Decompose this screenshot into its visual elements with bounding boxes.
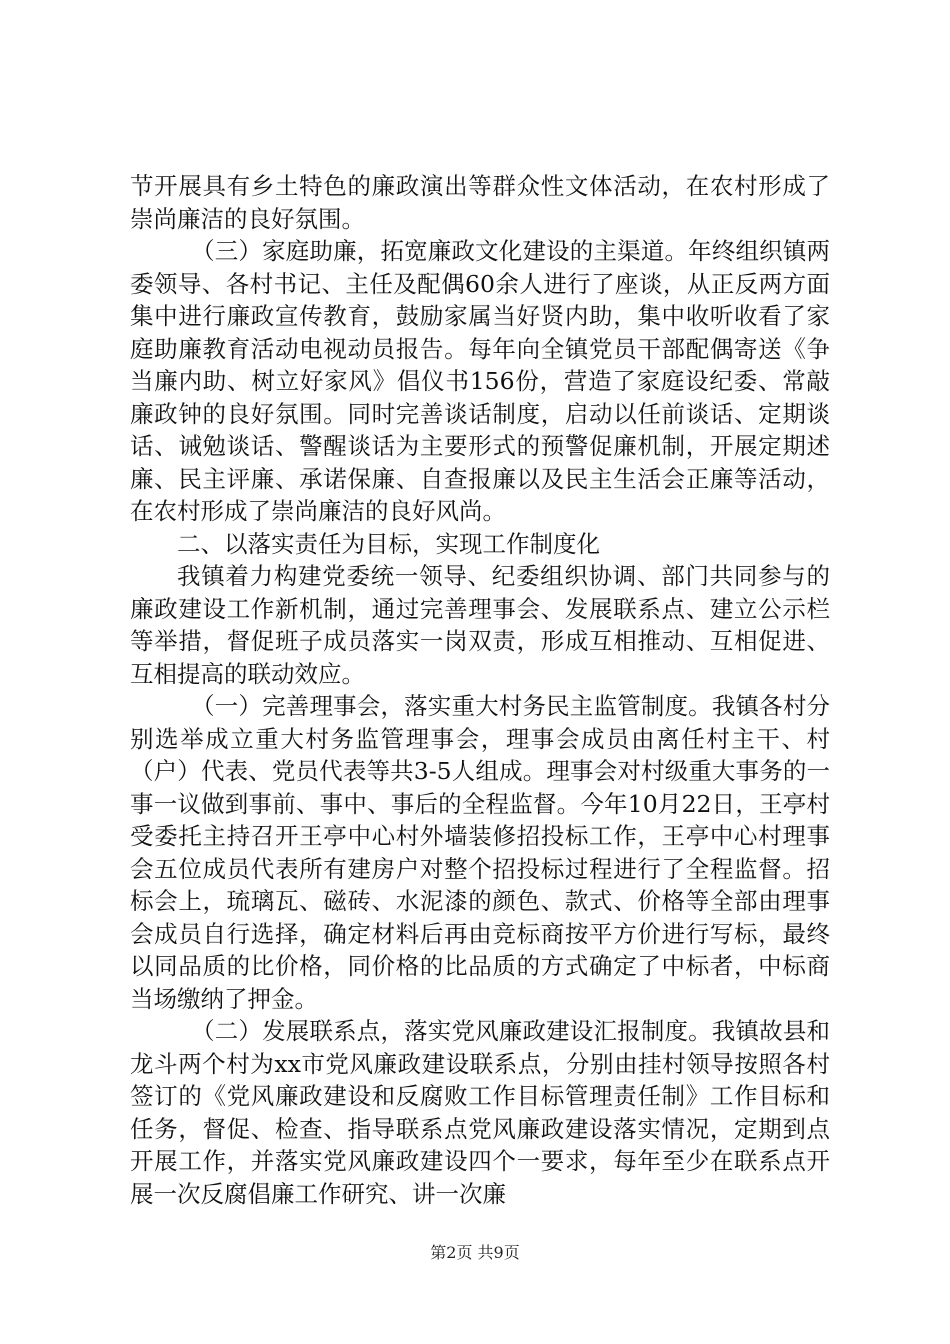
paragraph-mechanism: 我镇着力构建党委统一领导、纪委组织协调、部门共同参与的廉政建设工作新机制，通过完善理事会、发展联系点、建立公示栏等举措，督促班子成员落实一岗双责，形成互相推动、互相促进、互相提高的联动效应。 bbox=[130, 562, 830, 688]
paragraph-contact-points: （二）发展联系点，落实党风廉政建设汇报制度。我镇故县和龙斗两个村为xx市党风廉政建设联系点，分别由挂村领导按照各村签订的《党风廉政建设和反腐败工作目标管理责任制》工作目标和任务，督促、检查、指导联系点党风廉政建设落实情况，定期到点开展工作，并落实党风廉政建设四个一要求，每年至少在联系点开展一次反腐倡廉工作研究、讲一次廉 bbox=[130, 1017, 830, 1208]
paragraph-council: （一）完善理事会，落实重大村务民主监管制度。我镇各村分别选举成立重大村务监管理事会，理事会成员由离任村主干、村（户）代表、党员代表等共3-5人组成。理事会对村级重大事务的一事一议做到事前、事中、事后的全程监督。今年10月22日，王亭村受委托主持召开王亭中心村外墙装修招投标工作，王亭中心村理事会五位成员代表所有建房户对整个招投标过程进行了全程监督。招标会上，琉璃瓦、磁砖、水泥漆的颜色、款式、价格等全部由理事会成员自行选择，确定材料后再由竞标商按平方价进行写标，最终以同品质的比价格，同价格的比品质的方式确定了中标者，中标商当场缴纳了押金。 bbox=[130, 692, 830, 1013]
page-number: 第2页 共9页 bbox=[430, 1243, 520, 1262]
page-footer bbox=[0, 1243, 950, 1263]
document-body bbox=[130, 170, 830, 1210]
section-heading-responsibility: 二、以落实责任为目标，实现工作制度化 bbox=[177, 529, 600, 558]
paragraph-continuation: 节开展具有乡土特色的廉政演出等群众性文体活动，在农村形成了崇尚廉洁的良好氛围。 bbox=[130, 172, 830, 233]
paragraph-family-integrity: （三）家庭助廉，拓宽廉政文化建设的主渠道。年终组织镇两委领导、各村书记、主任及配偶60余人进行了座谈，从正反两方面集中进行廉政宣传教育，鼓励家属当好贤内助，集中收听收看了家庭助廉教育活动电视动员报告。每年向全镇党员干部配偶寄送《争当廉内助、树立好家风》倡仪书156份，营造了家庭设纪委、常敲廉政钟的良好氛围。同时完善谈话制度，启动以任前谈话、定期谈话、诫勉谈话、警醒谈话为主要形式的预警促廉机制，开展定期述廉、民主评廉、承诺保廉、自查报廉以及民主生活会正廉等活动，在农村形成了崇尚廉洁的良好风尚。 bbox=[130, 237, 830, 525]
